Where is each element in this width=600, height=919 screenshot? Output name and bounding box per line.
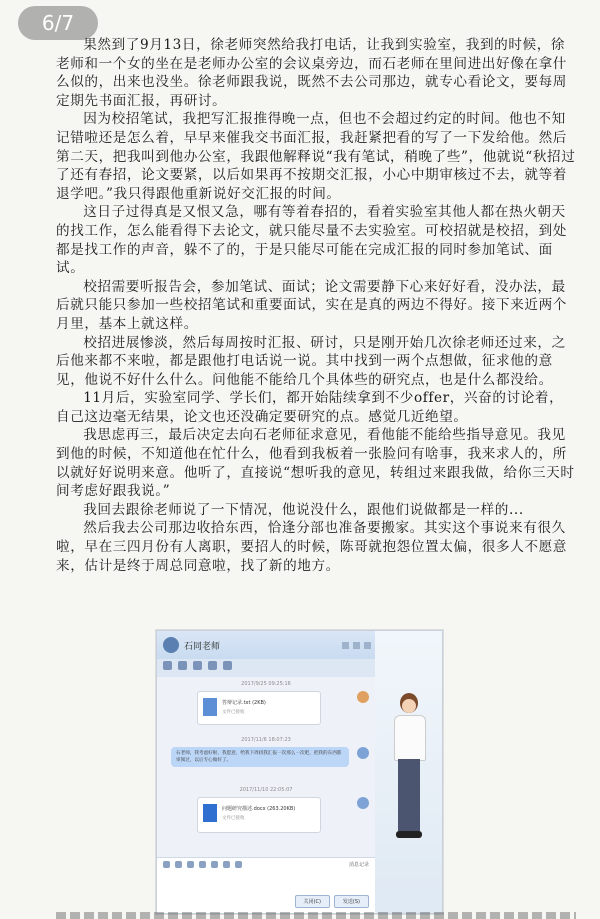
input-toolbar — [157, 858, 375, 871]
paragraph: 这日子过得真是又恨又急，哪有等着春招的，看着实验室其他人都在热火朝天的找工作，怎么能看得下去论文，就只能尽量不去实验室。可校招就是校招，到处都是找工作的声音，躲不了的，于是只能尽可能在完成汇报的同时参加笔试、面试。 — [56, 204, 567, 277]
paragraph: 我思虑再三，最后决定去向石老师征求意见，看他能不能给些指导意见。我见到他的时候，不知道他在忙什么，他看到我板着一张脸问有啥事，我来求人的，所以就好好说明来意。他听了，直接说“想听我的意见，转组过来跟我做，给你三天时间考虑好跟我说。” — [56, 427, 575, 500]
message-input-area[interactable] — [157, 857, 375, 914]
maximize-icon[interactable] — [353, 642, 360, 649]
emoji-icon[interactable] — [175, 861, 182, 868]
character-image — [391, 693, 427, 843]
contact-side-panel — [375, 631, 442, 913]
paragraph: 然后我去公司那边收拾东西，恰逢分部也准备要搬家。其实这个事说来有很久啦，早在三四月份有人离职，要招人的时候，陈哥就抱怨位置太偏，很多人不愿意来，估计是终于周总同意啦，找了新的地方。 — [56, 520, 567, 574]
paragraph: 校招需要听报告会，参加笔试、面试；论文需要静下心来好好看，没办法，最后就只能只参加一些校招笔试和重要面试，实在是真的两边不得好。接下来近两个月里，基本上就这样。 — [56, 278, 567, 332]
file-message[interactable] — [197, 797, 321, 833]
paragraph: 我回去跟徐老师说了一下情况，他说没什么，跟他们说做都是一样的... — [83, 501, 524, 518]
share-icon[interactable] — [193, 661, 202, 670]
close-icon[interactable] — [364, 642, 371, 649]
timestamp: 2017/9/25 09:25:16 — [241, 681, 291, 687]
document-icon — [203, 698, 217, 716]
word-document-icon — [203, 804, 217, 822]
paragraph: 校招进展惨淡，然后每周按时汇报、研讨，只是刚开始几次徐老师还过来，之后他来都不来啦，都是跟他打电话说一说。其中找到一两个点想做，征求他的意见，他说不好什么什么。问他能不能给几个具体些的研究点，也是什么都没给。 — [56, 334, 566, 388]
mic-icon[interactable] — [235, 861, 242, 868]
call-icon[interactable] — [163, 661, 172, 670]
paragraph: 因为校招笔试，我把写汇报推得晚一点，但也不会超过约定的时间。他也不知记错啦还是怎么着，早早来催我交书面汇报，我赶紧把看的写了一下发给他。然后第二天，把我叫到他办公室，我跟他解释说“我有笔试，稍晚了些”，他就说“秋招过了还有春招，论文要紧，以后如果再不按期交汇报，小心中期审核过不去，就等着退学吧。”我只得跟他重新说好交汇报的时间。 — [56, 111, 576, 202]
message-list — [157, 677, 375, 857]
file-message[interactable] — [197, 691, 321, 725]
image-icon[interactable] — [211, 861, 218, 868]
chat-screenshot — [156, 630, 443, 914]
cut-off-text-line — [56, 912, 576, 919]
chat-message: 石老师，我考虑好啦，我愿意，给我下周找我汇报一次那么一次吧，把我的东西都审阅过，以后专心做好了。 — [171, 747, 349, 767]
message-history-link[interactable]: 消息记录 — [348, 862, 369, 868]
close-button[interactable]: 关闭(C) — [295, 895, 330, 908]
folder-icon[interactable] — [223, 861, 230, 868]
file-status: 文件已接收 — [222, 710, 245, 715]
video-icon[interactable] — [178, 661, 187, 670]
paragraph: 11月后，实验室同学、学长们，都开始陆续拿到不少offer，兴奋的讨论着，自己这边毫无结果，论文也还没确定要研究的点。感觉几近绝望。 — [56, 390, 564, 425]
file-status: 文件已接收 — [222, 816, 245, 821]
self-avatar — [357, 797, 369, 809]
screenshot-icon[interactable] — [199, 861, 206, 868]
sender-avatar — [357, 691, 369, 703]
file-name: 答辩记录.txt (2KB) — [222, 700, 266, 706]
contact-avatar — [163, 637, 179, 653]
timestamp: 2017/11/10 22:05:07 — [239, 787, 293, 793]
chat-window — [157, 631, 375, 913]
document-text — [56, 36, 576, 575]
send-button[interactable]: 发送(S) — [334, 895, 369, 908]
window-controls — [342, 642, 375, 649]
file-name: 问题研究描述.docx (263.20KB) — [222, 806, 296, 812]
self-avatar — [357, 747, 369, 759]
send-row — [295, 895, 369, 908]
gif-icon[interactable] — [187, 861, 194, 868]
minimize-icon[interactable] — [342, 642, 349, 649]
file-icon[interactable] — [208, 661, 217, 670]
contact-name: 石同老师 — [184, 641, 221, 652]
chat-titlebar — [157, 631, 375, 659]
paragraph: 果然到了9月13日，徐老师突然给我打电话，让我到实验室，我到的时候，徐老师和一个女的坐在是老师办公室的会议桌旁边，而石老师在里间进出好像在拿什么似的，出来也没坐。徐老师跟我说，既然不去公司那边，就专心看论文，要每周定期先书面汇报，再研讨。 — [56, 37, 567, 109]
timestamp: 2017/11/6 18:07:23 — [241, 737, 291, 743]
font-icon[interactable] — [163, 861, 170, 868]
more-icon[interactable] — [223, 661, 232, 670]
chat-toolbar — [157, 659, 375, 677]
page-indicator: 6/7 — [18, 6, 98, 40]
